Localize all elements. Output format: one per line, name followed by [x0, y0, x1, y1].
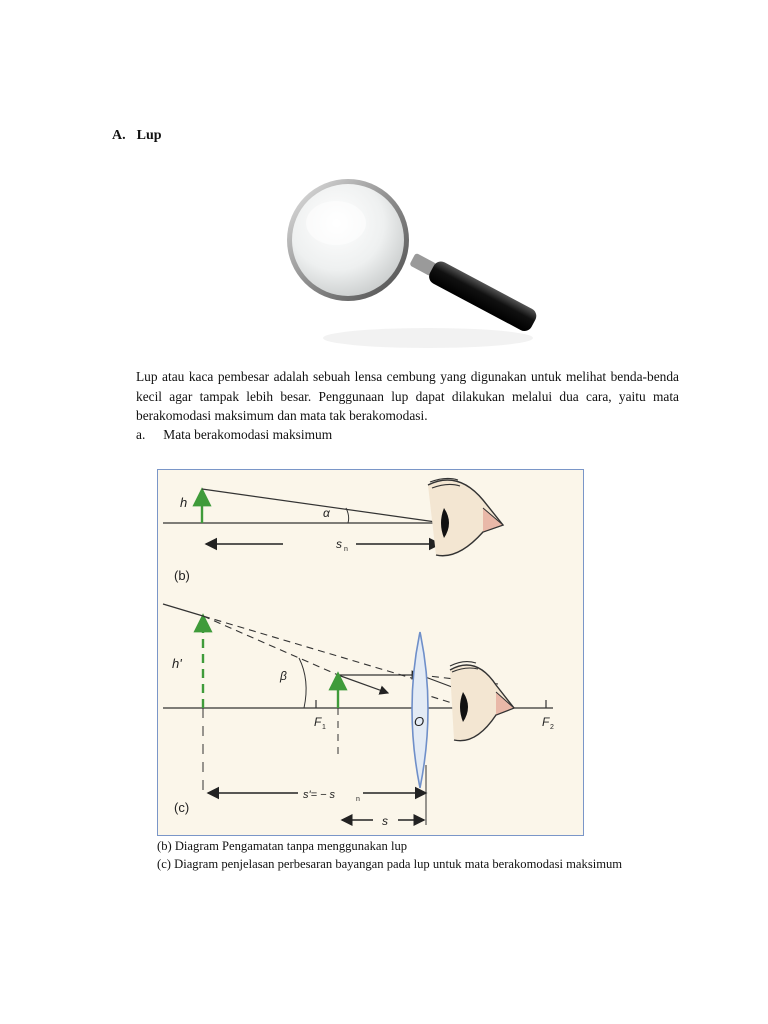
convex-lens	[412, 632, 428, 788]
beta-arc	[299, 658, 306, 708]
tag-b: (b)	[174, 568, 190, 583]
section-title: Lup	[136, 128, 162, 143]
optics-diagram	[157, 469, 584, 836]
label-h-prime: h'	[172, 656, 182, 671]
label-sn-sub: n	[344, 546, 348, 553]
label-f2: F	[542, 715, 550, 729]
section-number: A.	[112, 128, 126, 143]
intro-paragraph: Lup atau kaca pembesar adalah sebuah lensa cembung yang digunakan untuk melihat benda-benda kecil agar tampak lebih besar. Penggunaan lup dapat dilakukan melalui dua cara, yaitu mata berakomodasi maksimum dan mata tak berakomodasi.	[136, 369, 679, 423]
tag-c: (c)	[174, 800, 190, 815]
label-f1: F	[314, 715, 322, 729]
label-sn: s	[336, 537, 342, 551]
eye-icon	[428, 478, 503, 555]
eye-icon	[450, 662, 514, 741]
label-h: h	[180, 495, 188, 510]
panel-b	[163, 478, 503, 583]
subsection-title: Mata berakomodasi maksimum	[163, 427, 333, 442]
subsection-marker: a.	[136, 427, 146, 442]
caption-b: (b) Diagram Pengamatan tanpa menggunakan lup	[157, 839, 408, 853]
alpha-arc	[346, 508, 349, 523]
label-f2-sub: 2	[550, 724, 554, 731]
caption-c: (c) Diagram penjelasan perbesaran bayangan pada lup untuk mata berakomodasi maksimum	[157, 857, 623, 871]
panel-c	[163, 604, 554, 828]
label-s-prime-sub: n	[356, 796, 360, 803]
subsection-heading	[136, 427, 332, 443]
label-alpha: α	[323, 506, 330, 520]
section-heading	[112, 128, 162, 144]
label-s-prime: s'= − s	[303, 789, 336, 801]
label-o: O	[414, 714, 425, 729]
magnifying-glass-image	[278, 168, 548, 354]
label-beta: β	[280, 669, 287, 683]
label-s: s	[382, 814, 388, 828]
label-f1-sub: 1	[322, 724, 326, 731]
